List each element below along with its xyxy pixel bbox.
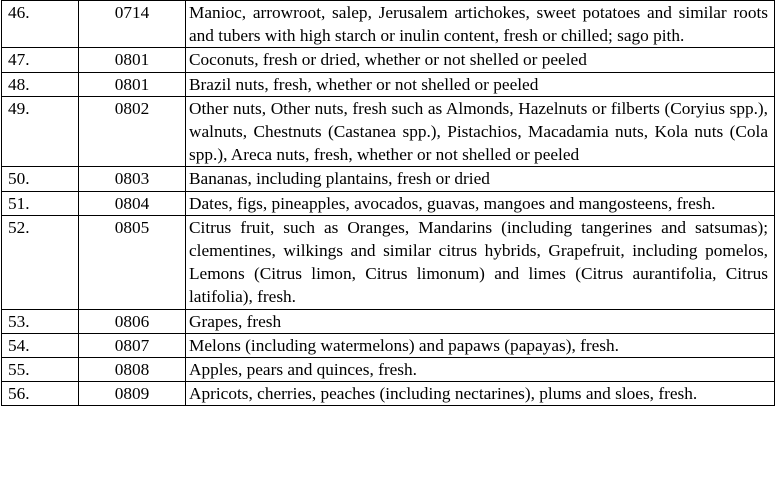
serial-cell: 47. (2, 48, 79, 72)
table-row (2, 48, 775, 72)
hs-code-cell: 0802 (79, 96, 186, 167)
hs-code-cell: 0805 (79, 215, 186, 309)
hs-code-cell: 0807 (79, 333, 186, 357)
description-cell: Grapes, fresh (186, 309, 775, 333)
serial-cell: 51. (2, 191, 79, 215)
hs-code-cell: 0714 (79, 1, 186, 48)
table-row (2, 333, 775, 357)
table-row (2, 96, 775, 167)
description-cell: Other nuts, Other nuts, fresh such as Almonds, Hazelnuts or filberts (Coryius spp.), walnuts, Chestnuts (Castanea spp.), Pistachios, Macadamia nuts, Kola nuts (Cola spp.), Areca nuts, fresh, whether or not shelled or peeled (186, 96, 775, 167)
description-cell: Apples, pears and quinces, fresh. (186, 358, 775, 382)
hs-code-cell: 0803 (79, 167, 186, 191)
table-row (2, 72, 775, 96)
description-cell: Bananas, including plantains, fresh or dried (186, 167, 775, 191)
serial-cell: 48. (2, 72, 79, 96)
table-row (2, 167, 775, 191)
description-cell: Manioc, arrowroot, salep, Jerusalem artichokes, sweet potatoes and similar roots and tubers with high starch or inulin content, fresh or chilled; sago pith. (186, 1, 775, 48)
serial-cell: 53. (2, 309, 79, 333)
description-cell: Dates, figs, pineapples, avocados, guavas, mangoes and mangosteens, fresh. (186, 191, 775, 215)
hs-code-cell: 0801 (79, 72, 186, 96)
table-row (2, 358, 775, 382)
serial-cell: 49. (2, 96, 79, 167)
hs-code-cell: 0808 (79, 358, 186, 382)
table-row (2, 191, 775, 215)
serial-cell: 52. (2, 215, 79, 309)
tariff-table (1, 0, 775, 406)
table-row (2, 309, 775, 333)
table-row (2, 382, 775, 406)
hs-code-cell: 0801 (79, 48, 186, 72)
serial-cell: 54. (2, 333, 79, 357)
description-cell: Citrus fruit, such as Oranges, Mandarins (including tangerines and satsumas); clementines, wilkings and similar citrus hybrids, Grapefruit, including pomelos, Lemons (Citrus limon, Citrus limonum) and limes (Citrus aurantifolia, Citrus latifolia), fresh. (186, 215, 775, 309)
table-row (2, 1, 775, 48)
description-cell: Apricots, cherries, peaches (including nectarines), plums and sloes, fresh. (186, 382, 775, 406)
serial-cell: 55. (2, 358, 79, 382)
serial-cell: 46. (2, 1, 79, 48)
serial-cell: 56. (2, 382, 79, 406)
hs-code-cell: 0809 (79, 382, 186, 406)
description-cell: Melons (including watermelons) and papaws (papayas), fresh. (186, 333, 775, 357)
description-cell: Coconuts, fresh or dried, whether or not shelled or peeled (186, 48, 775, 72)
description-cell: Brazil nuts, fresh, whether or not shelled or peeled (186, 72, 775, 96)
serial-cell: 50. (2, 167, 79, 191)
table-row (2, 215, 775, 309)
hs-code-cell: 0804 (79, 191, 186, 215)
hs-code-cell: 0806 (79, 309, 186, 333)
